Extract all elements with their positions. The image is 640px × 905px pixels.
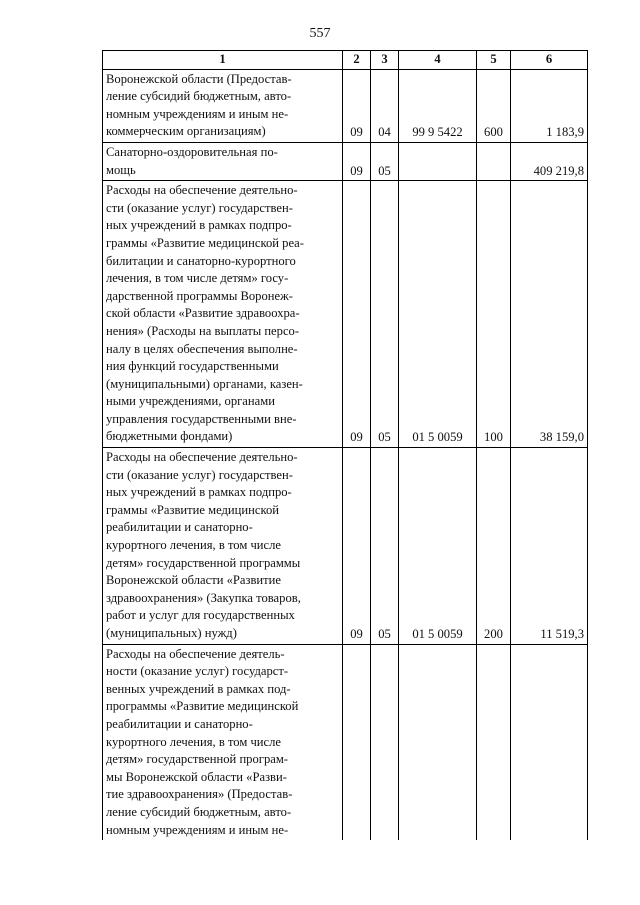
description-line: номным учреждениям и иным не- — [106, 822, 289, 837]
section-code: 09 — [343, 69, 371, 142]
amount: 38 159,0 — [511, 181, 588, 448]
col-header-6: 6 — [511, 51, 588, 70]
expense-type-code — [477, 142, 511, 180]
description-line: программы «Развитие медицинской — [106, 699, 299, 714]
budget-table — [102, 50, 588, 840]
col-header-1: 1 — [103, 51, 343, 70]
description-line: граммы «Развитие медицинской реа- — [106, 235, 304, 250]
description-line: Расходы на обеспечение деятельно- — [106, 183, 298, 198]
col-header-5: 5 — [477, 51, 511, 70]
description-line: налу в целях обеспечения выполне- — [106, 341, 298, 356]
expense-type-code: 100 — [477, 181, 511, 448]
row-description — [103, 644, 343, 840]
description-line: реабилитации и санаторно- — [106, 520, 253, 535]
description-line: Воронежской области «Развитие — [106, 573, 281, 588]
description-line: ными учреждениями, органами — [106, 394, 275, 409]
description-line: дарственной программы Воронеж- — [106, 288, 293, 303]
description-line: Расходы на обеспечение деятель- — [106, 646, 285, 661]
amount: 409 219,8 — [511, 142, 588, 180]
subsection-code: 05 — [371, 142, 399, 180]
subsection-code — [371, 644, 399, 840]
subsection-code: 05 — [371, 448, 399, 645]
target-article-code — [399, 142, 477, 180]
description-line: номным учреждениям и иным не- — [106, 106, 289, 121]
target-article-code: 01 5 0059 — [399, 448, 477, 645]
col-header-2: 2 — [343, 51, 371, 70]
expense-type-code — [477, 644, 511, 840]
description-line: ление субсидий бюджетным, авто- — [106, 804, 292, 819]
description-line: реабилитации и санаторно- — [106, 716, 253, 731]
row-description — [103, 142, 343, 180]
description-line: детям» государственной программы — [106, 555, 301, 570]
amount — [511, 644, 588, 840]
description-line: Санаторно-оздоровительная по- — [106, 144, 278, 159]
description-line: Расходы на обеспечение деятельно- — [106, 450, 298, 465]
description-line: граммы «Развитие медицинской — [106, 502, 279, 517]
description-line: нения» (Расходы на выплаты персо- — [106, 323, 300, 338]
description-line: здравоохранения» (Закупка товаров, — [106, 590, 301, 605]
subsection-code: 04 — [371, 69, 399, 142]
description-line: курортного лечения, в том числе — [106, 538, 281, 553]
description-line: (муниципальными) органами, казен- — [106, 376, 303, 391]
description-line: ния функций государственными — [106, 359, 279, 374]
table-row — [103, 69, 588, 142]
subsection-code: 05 — [371, 181, 399, 448]
description-line: управления государственными вне- — [106, 411, 297, 426]
description-line: венных учреждений в рамках под- — [106, 681, 291, 696]
section-code — [343, 644, 371, 840]
description-line: мощь — [106, 162, 136, 177]
row-description — [103, 69, 343, 142]
description-line: детям» государственной програм- — [106, 752, 288, 767]
description-line: курортного лечения, в том числе — [106, 734, 281, 749]
description-line: коммерческим организациям) — [106, 124, 266, 139]
row-description — [103, 448, 343, 645]
description-line: сти (оказание услуг) государствен- — [106, 467, 293, 482]
section-code: 09 — [343, 181, 371, 448]
header-row — [103, 51, 588, 70]
page-number: 557 — [309, 26, 331, 41]
amount: 1 183,9 — [511, 69, 588, 142]
description-line: билитации и санаторно-курортного — [106, 253, 296, 268]
description-line: мы Воронежской области «Разви- — [106, 769, 287, 784]
table-row — [103, 644, 588, 840]
col-header-4: 4 — [399, 51, 477, 70]
col-header-3: 3 — [371, 51, 399, 70]
table-row — [103, 448, 588, 645]
table-row — [103, 142, 588, 180]
description-line: (муниципальных) нужд) — [106, 626, 237, 640]
description-line: ление субсидий бюджетным, авто- — [106, 89, 292, 104]
target-article-code: 99 9 5422 — [399, 69, 477, 142]
description-line: сти (оказание услуг) государствен- — [106, 200, 293, 215]
target-article-code: 01 5 0059 — [399, 181, 477, 448]
description-line: бюджетными фондами) — [106, 429, 233, 444]
description-line: ных учреждений в рамках подпро- — [106, 485, 292, 500]
target-article-code — [399, 644, 477, 840]
row-description — [103, 181, 343, 448]
description-line: лечения, в том числе детям» госу- — [106, 271, 289, 286]
expense-type-code: 600 — [477, 69, 511, 142]
description-line: ности (оказание услуг) государст- — [106, 664, 289, 679]
description-line: тие здравоохранения» (Предостав- — [106, 787, 293, 802]
description-line: работ и услуг для государственных — [106, 608, 295, 623]
description-line: Воронежской области (Предостав- — [106, 71, 292, 86]
section-code: 09 — [343, 142, 371, 180]
expense-type-code: 200 — [477, 448, 511, 645]
amount: 11 519,3 — [511, 448, 588, 645]
section-code: 09 — [343, 448, 371, 645]
table-row — [103, 181, 588, 448]
description-line: ных учреждений в рамках подпро- — [106, 218, 292, 233]
description-line: ской области «Развитие здравоохра- — [106, 306, 300, 321]
